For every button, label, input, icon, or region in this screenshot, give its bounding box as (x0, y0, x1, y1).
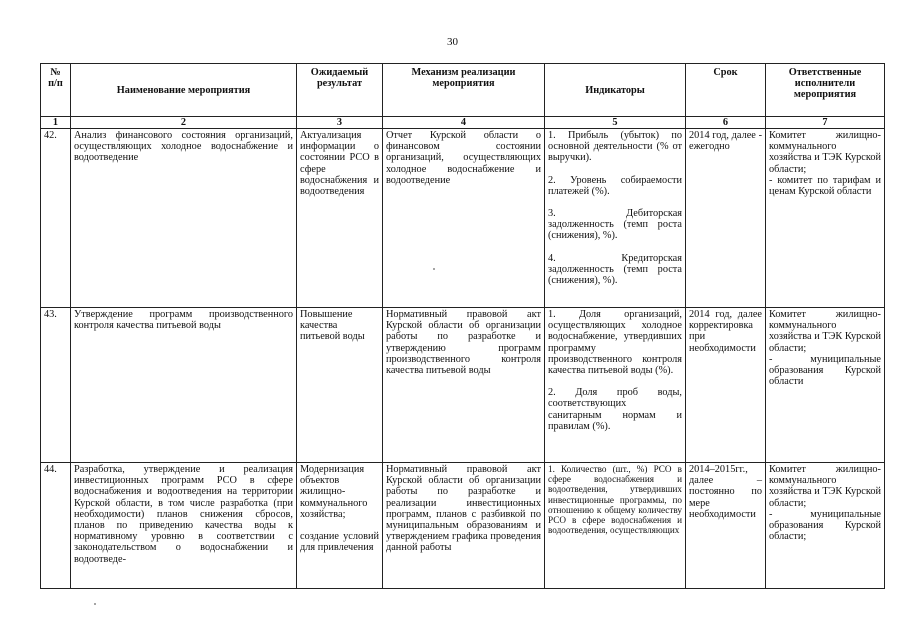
responsible-item: - комитет по тарифам и ценам Курской области (769, 174, 881, 198)
responsible-item: - муниципальные образования Курской области; (769, 508, 881, 543)
indicator-item: 2. Доля проб воды, соответствующих санитарным нормам и правилам (%). (548, 387, 682, 432)
indicator-item: 4. Кредиторская задолженность (темп роста (снижения), %). (548, 252, 682, 287)
column-numbers-row (41, 117, 885, 129)
page-number: 30 (447, 36, 458, 48)
measures-table (40, 63, 885, 589)
header-result: Ожидаемый результат (297, 64, 383, 117)
measure-name: Анализ финансового состояния организаций, осуществляющих холодное водоснабжение и водоотведение (71, 129, 297, 308)
measure-name: Утверждение программ производственного контроля качества питьевой воды (71, 308, 297, 463)
result-item: создание условий для привлечения (300, 531, 379, 554)
responsible-item: Комитет жилищно-коммунального хозяйства и ТЭК Курской области; (769, 464, 881, 509)
table-row (41, 129, 885, 308)
header-indicators: Индикаторы (545, 64, 686, 117)
responsible (766, 129, 885, 308)
indicator-item: 1. Доля организаций, осуществляющих холодное водоснабжение, утвердивших программу производственного контроля качества питьевой воды (%). (548, 309, 682, 377)
column-number: 6 (686, 117, 766, 129)
header-mechanism: Механизм реализации мероприятия (383, 64, 545, 117)
row-number: 42. (41, 129, 71, 308)
term: 2014 год, далее - ежегодно (686, 129, 766, 308)
indicators (545, 308, 686, 463)
expected-result (297, 463, 383, 589)
scan-speck (94, 603, 96, 605)
table-header-row (41, 64, 885, 117)
mechanism: Нормативный правовой акт Курской области об организации работы по разработке и реализации инвестиционных программ, планов с разбивкой по муниципальным образованиям и утверждением графика проведения данной работы (383, 463, 545, 589)
responsible-item: Комитет жилищно-коммунального хозяйства и ТЭК Курской области; (769, 309, 881, 354)
responsible-item: Комитет жилищно-коммунального хозяйства и ТЭК Курской области; (769, 130, 881, 175)
measure-name: Разработка, утверждение и реализация инвестиционных программ РСО в сфере водоснабжения и водоотведения на территории Курской области, в том числе разработка (при необходимости) планов снижения сбросов, планов по приведению качества воды к нормативному уровню в соответствии с законодательством о водоснабжении и водоотведе- (71, 463, 297, 589)
header-name: Наименование мероприятия (71, 64, 297, 117)
term: 2014–2015гг., далее – постоянно по мере необходимости (686, 463, 766, 589)
term: 2014 год, далее корректировка при необходимости (686, 308, 766, 463)
responsible-item: - муниципальные образования Курской области (769, 353, 881, 388)
indicator-item: 2. Уровень собираемости платежей (%). (548, 174, 682, 197)
expected-result: Актуализация информации о состоянии РСО в сфере водоснабжения и водоотведения (297, 129, 383, 308)
indicator-item: 3. Дебиторская задолженность (темп роста (снижения), %). (548, 208, 682, 242)
row-number: 44. (41, 463, 71, 589)
header-term: Срок (686, 64, 766, 117)
scan-speck (433, 268, 435, 270)
column-number: 5 (545, 117, 686, 129)
table-row (41, 308, 885, 463)
responsible (766, 463, 885, 589)
table-row (41, 463, 885, 589)
header-responsible: Ответственные исполнители мероприятия (766, 64, 885, 117)
row-number: 43. (41, 308, 71, 463)
indicators (545, 129, 686, 308)
indicator-item: 1. Прибыль (убыток) по основной деятельности (% от выручки). (548, 130, 682, 164)
mechanism: Отчет Курской области о финансовом состоянии организаций, осуществляющих холодное водоснабжение и водоотведение (383, 129, 545, 308)
header-number: № п/п (41, 64, 71, 117)
column-number: 3 (297, 117, 383, 129)
column-number: 4 (383, 117, 545, 129)
result-item: Модернизация объектов жилищно-коммунального хозяйства; (300, 464, 368, 520)
indicator-item: 1. Количество (шт., %) РСО в сфере водоснабжения и водоотведения, утвердивших инвестиционные программы, по отношению к общему количеству РСО в сфере водоснабжения и водоотведения, осуществляющих (548, 464, 682, 536)
expected-result: Повышение качества питьевой воды (297, 308, 383, 463)
column-number: 1 (41, 117, 71, 129)
column-number: 7 (766, 117, 885, 129)
column-number: 2 (71, 117, 297, 129)
mechanism: Нормативный правовой акт Курской области об организации работы по разработке и утверждению программ производственного контроля качества питьевой воды (383, 308, 545, 463)
responsible (766, 308, 885, 463)
indicators (545, 463, 686, 589)
